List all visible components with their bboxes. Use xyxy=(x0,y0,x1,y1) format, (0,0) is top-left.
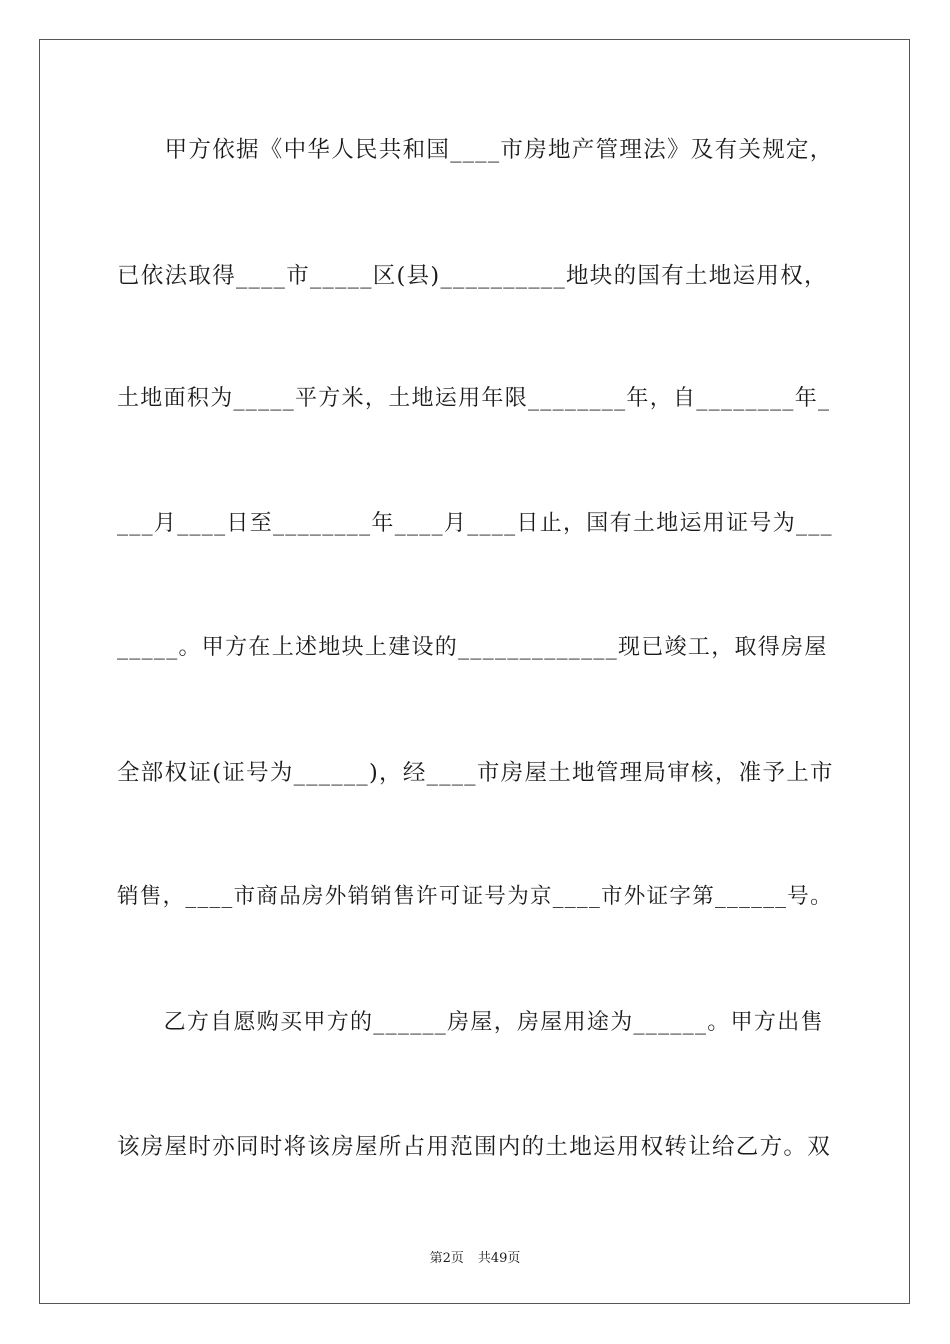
paragraph-line-1: 甲方依据《中华人民共和国____市房地产管理法》及有关规定， xyxy=(117,137,834,163)
page-footer xyxy=(0,1247,950,1266)
paragraph-line-5: _____。甲方在上述地块上建设的_____________现已竣工，取得房屋 xyxy=(117,635,828,660)
paragraph-line-2: 已依法取得____市_____区(县)__________地块的国有土地运用权， xyxy=(117,263,828,289)
paragraph-line-3: 土地面积为_____平方米，土地运用年限________年，自________年_ xyxy=(117,386,831,411)
paragraph-line-8: 乙方自愿购买甲方的______房屋，房屋用途为______。甲方出售 xyxy=(117,1010,824,1035)
page-frame xyxy=(39,39,910,1304)
paragraph-line-6: 全部权证(证号为______)，经____市房屋土地管理局审核，准予上市 xyxy=(117,760,834,786)
paragraph-line-7: 销售，____市商品房外销销售许可证号为京____市外证字第______号。 xyxy=(117,884,833,909)
page-number-current: 第2页 xyxy=(429,1251,464,1266)
page-number-total: 共49页 xyxy=(477,1251,521,1266)
paragraph-line-9: 该房屋时亦同时将该房屋所占用范围内的土地运用权转让给乙方。双 xyxy=(117,1134,832,1160)
paragraph-line-4: ___月____日至________年____月____日止，国有土地运用证号为___ xyxy=(117,511,833,536)
